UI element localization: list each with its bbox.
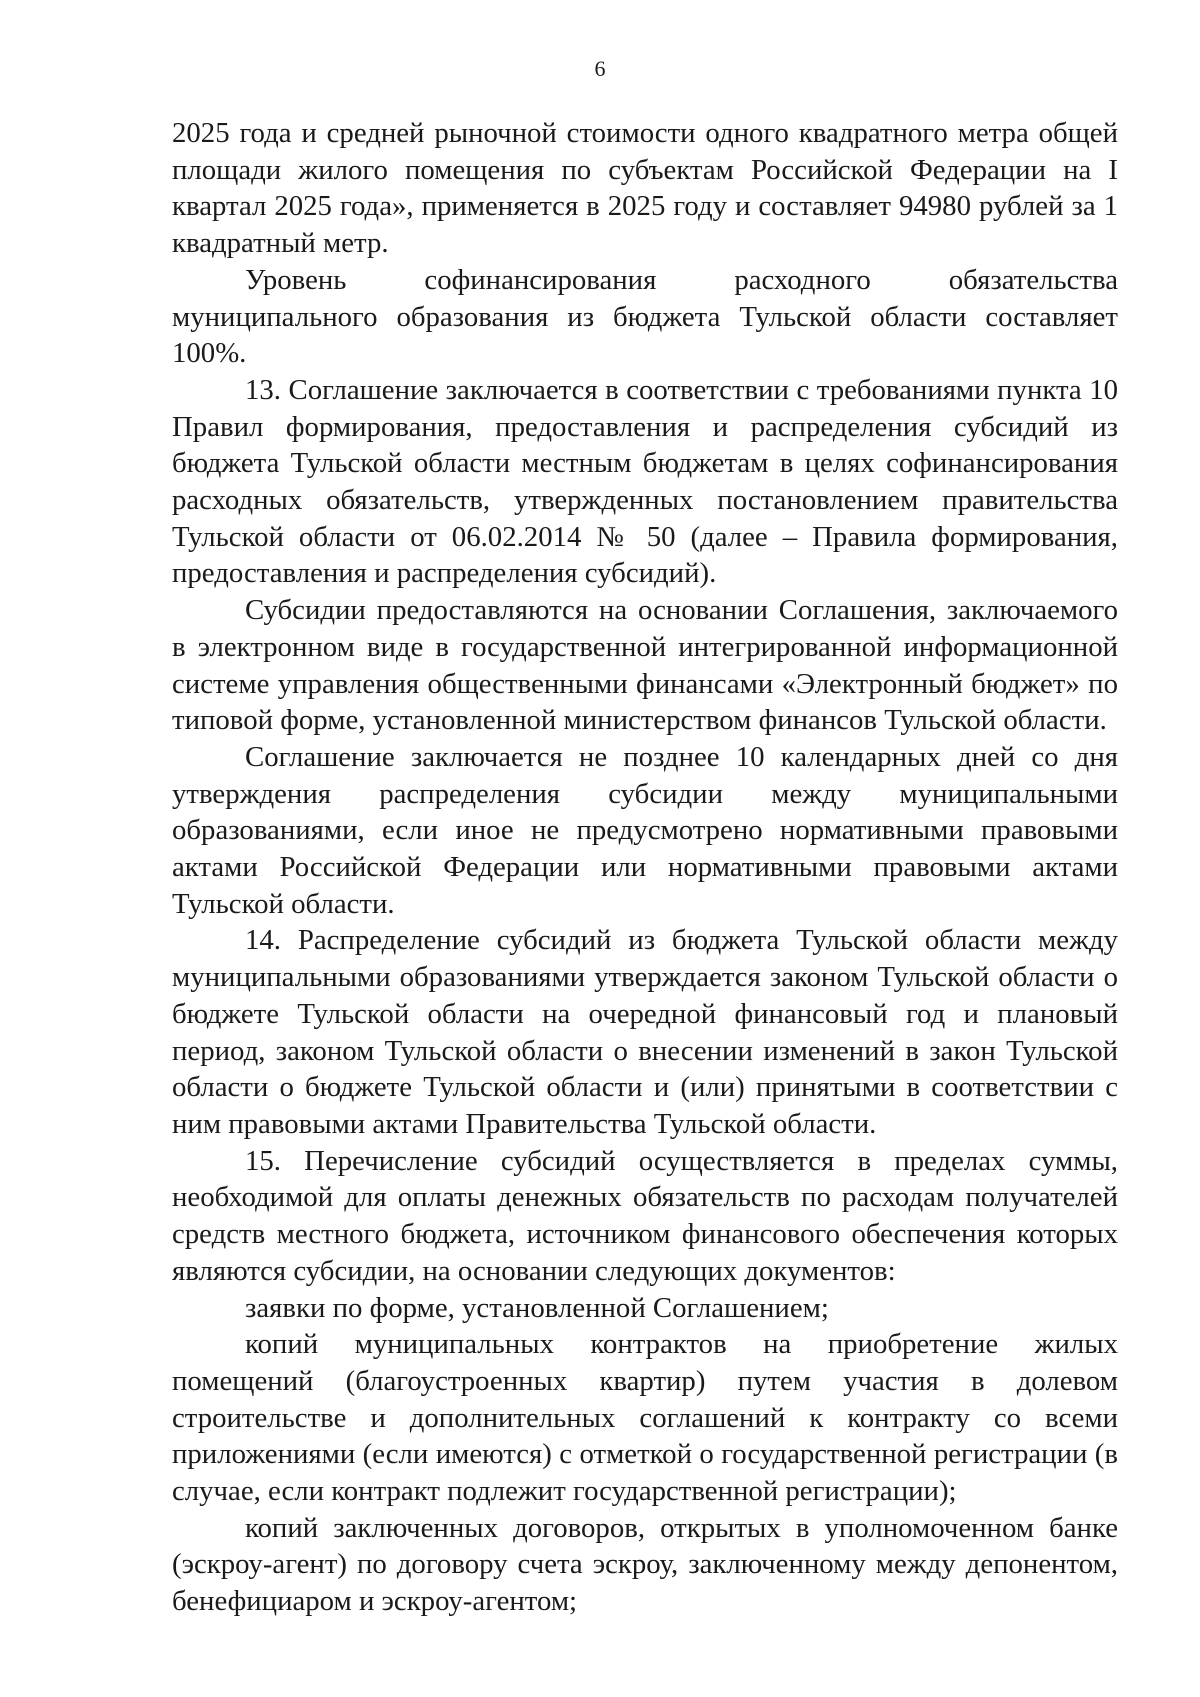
page-number: 6 [594,56,606,81]
list-item: заявки по форме, установленной Соглашением; [245,1291,829,1324]
document-body [172,115,1118,1620]
paragraph-item-14: 14. Распределение субсидий из бюджета Тульской области между муниципальными образованиями утверждается законом Тульской области о бюджете Тульской области на очередной финансовый год и плановый период, законом Тульской области о внесении изменений в закон Тульской области о бюджете Тульской области и (или) принятыми в соответствии с ним правовыми актами Правительства Тульской области. [172,924,1118,1140]
paragraph: Соглашение заключается не позднее 10 календарных дней со дня утверждения распределения субсидии между муниципальными образованиями, если иное не предусмотрено нормативными правовыми актами Российской Федерации или нормативными правовыми актами Тульской области. [172,740,1118,920]
list-item: копий заключенных договоров, открытых в уполномоченном банке (эскроу-агент) по договору счета эскроу, заключенному между депонентом, бенефициаром и эскроу-агентом; [172,1511,1118,1618]
paragraph-continuation: 2025 года и средней рыночной стоимости одного квадратного метра общей площади жилого помещения по субъектам Российской Федерации на I квартал 2025 года», применяется в 2025 году и составляет 94980 рублей за 1 квадратный метр. [172,117,1118,260]
paragraph-item-15: 15. Перечисление субсидий осуществляется в пределах суммы, необходимой для оплаты денежных обязательств по расходам получателей средств местного бюджета, источником финансового обеспечения которых являются субсидии, на основании следующих документов: [172,1144,1118,1287]
paragraph: Субсидии предоставляются на основании Соглашения, заключаемого в электронном виде в государственной интегрированной информационной системе управления общественными финансами «Электронный бюджет» по типовой форме, установленной министерством финансов Тульской области. [172,594,1118,737]
list-item: копий муниципальных контрактов на приобретение жилых помещений (благоустроенных квартир) путем участия в долевом строительстве и дополнительных соглашений к контракту со всеми приложениями (если имеются) с отметкой о государственной регистрации (в случае, если контракт подлежит государственной регистрации); [172,1328,1118,1508]
paragraph: Уровень софинансирования расходного обязательства муниципального образования из бюджета Тульской области составляет 100%. [172,263,1118,370]
paragraph-item-13: 13. Соглашение заключается в соответствии с требованиями пункта 10 Правил формирования, предоставления и распределения субсидий из бюджета Тульской области местным бюджетам в целях софинансирования расходных обязательств, утвержденных постановлением правительства Тульской области от 06.02.2014 № 50 (далее – Правила формирования, предоставления и распределения субсидий). [172,373,1118,590]
